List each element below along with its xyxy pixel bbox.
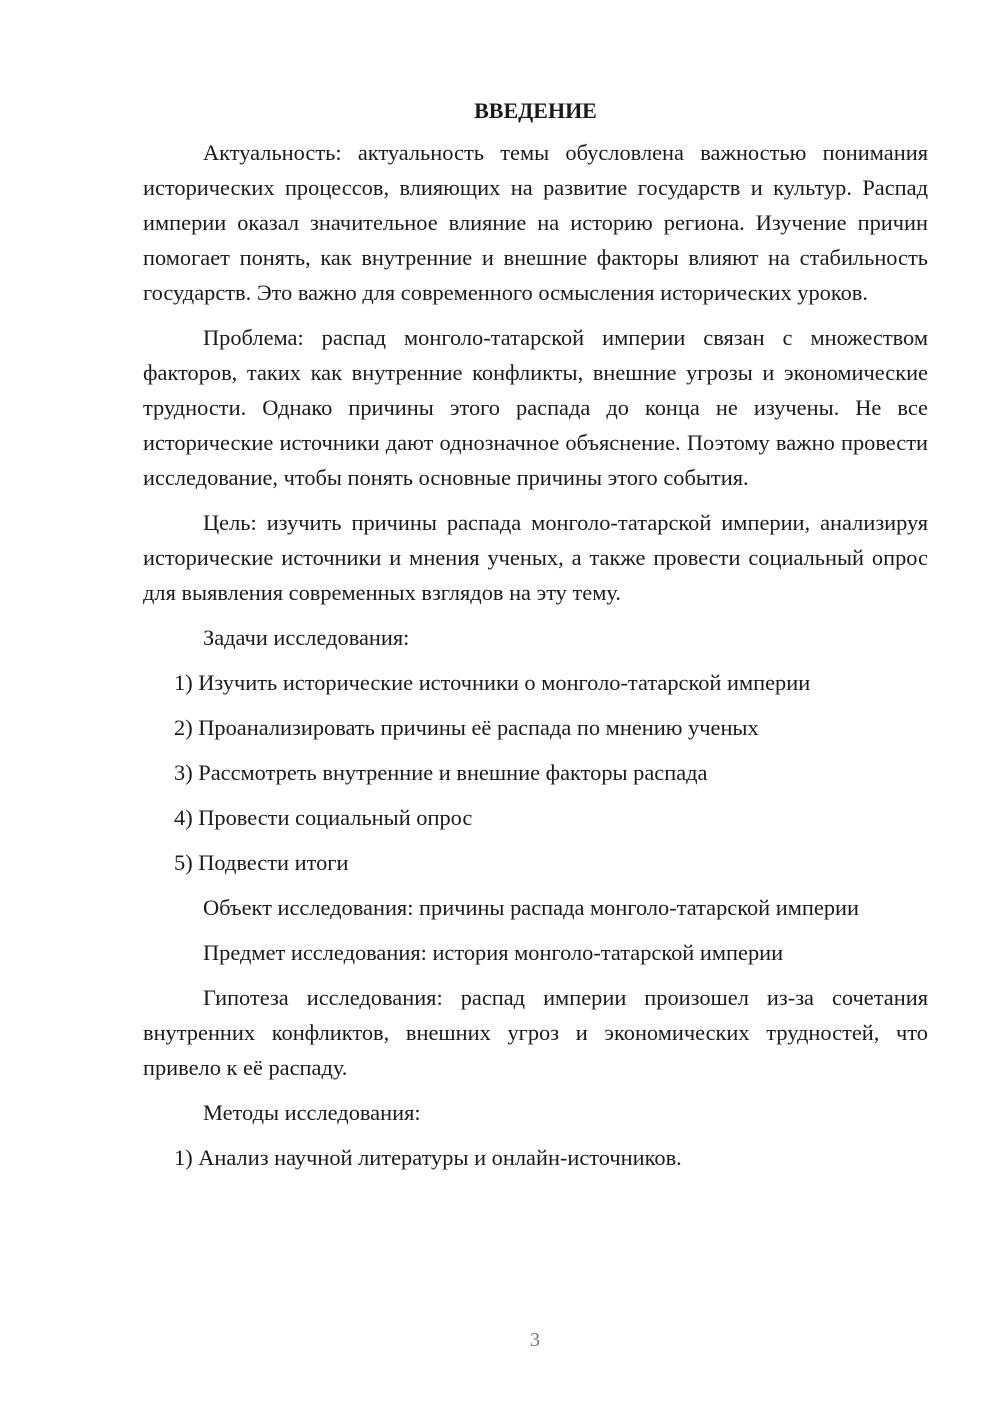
tasks-heading: Задачи исследования: xyxy=(203,625,410,650)
goal-paragraph: Цель: изучить причины распада монголо-татарской империи, анализируя исторические источники и мнения ученых, а также провести социальный опрос для выявления современных взглядов на эту тему. xyxy=(143,510,928,605)
task-item-3: 3) Рассмотреть внутренние и внешние факторы распада xyxy=(174,760,708,785)
methods-heading: Методы исследования: xyxy=(203,1100,421,1125)
subject-paragraph: Предмет исследования: история монголо-татарской империи xyxy=(203,940,784,965)
task-item-2: 2) Проанализировать причины её распада по мнению ученых xyxy=(174,715,759,740)
page-content xyxy=(143,93,928,1185)
object-paragraph: Объект исследования: причины распада монголо-татарской империи xyxy=(203,895,859,920)
task-item-1: 1) Изучить исторические источники о монголо-татарской империи xyxy=(174,670,811,695)
hypothesis-paragraph: Гипотеза исследования: распад империи произошел из-за сочетания внутренних конфликтов, внешних угроз и экономических трудностей, что привело к её распаду. xyxy=(143,985,928,1080)
page-title: ВВЕДЕНИЕ xyxy=(474,98,597,123)
method-item-1: 1) Анализ научной литературы и онлайн-источников. xyxy=(174,1145,682,1170)
task-item-5: 5) Подвести итоги xyxy=(174,850,349,875)
task-item-4: 4) Провести социальный опрос xyxy=(174,805,473,830)
relevance-paragraph: Актуальность: актуальность темы обусловлена важностью понимания исторических процессов, влияющих на развитие государств и культур. Распад империи оказал значительное влияние на историю региона. Изучение причин помогает понять, как внутренние и внешние факторы влияют на стабильность государств. Это важно для современного осмысления исторических уроков. xyxy=(143,140,928,305)
page-number: 3 xyxy=(530,1329,540,1351)
problem-paragraph: Проблема: распад монголо-татарской империи связан с множеством факторов, таких как внутренние конфликты, внешние угрозы и экономические трудности. Однако причины этого распада до конца не изучены. Не все исторические источники дают однозначное объяснение. Поэтому важно провести исследование, чтобы понять основные причины этого события. xyxy=(143,325,928,490)
